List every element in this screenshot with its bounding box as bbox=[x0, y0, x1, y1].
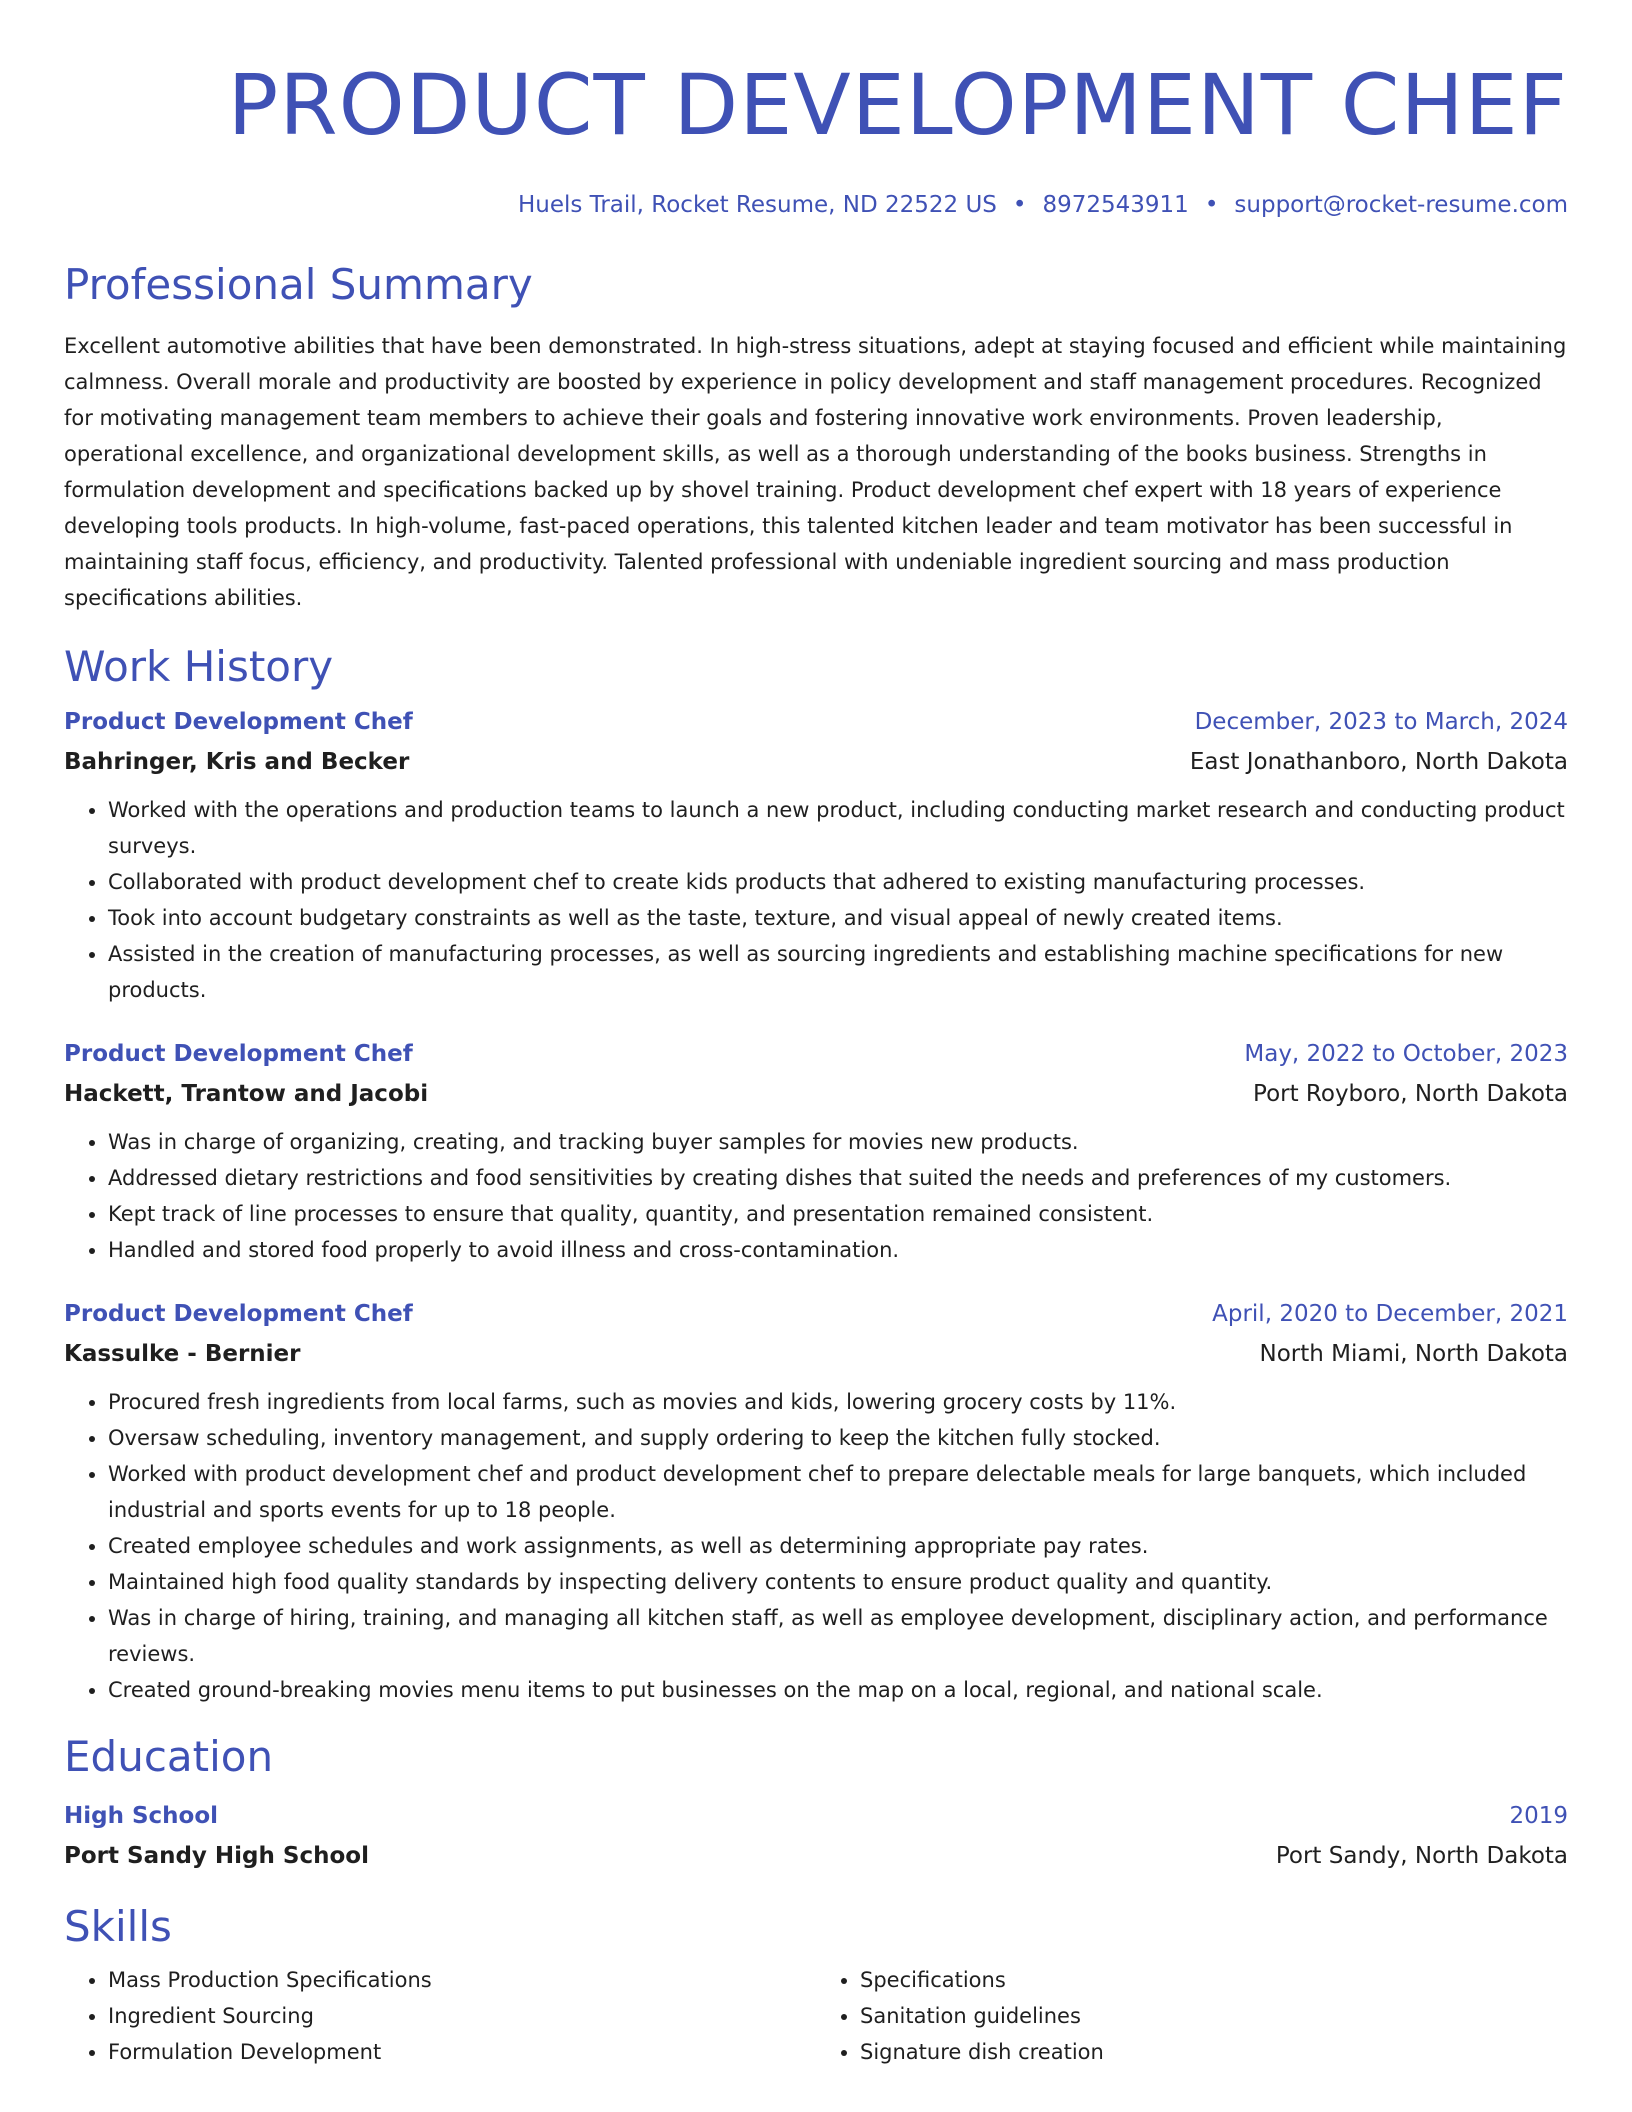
contact-separator: • bbox=[1012, 192, 1027, 218]
job-role: Product Development Chef bbox=[64, 1041, 413, 1067]
education-heading: Education bbox=[64, 1732, 274, 1781]
job-bullet: • Worked with product development chef and product development chef to prepare delectable meals for large banquets, which included industrial and sports events for up to 18 people. bbox=[108, 1456, 1568, 1528]
job-entry bbox=[64, 1034, 1568, 1268]
contact-address: Huels Trail, Rocket Resume, ND 22522 US bbox=[517, 192, 997, 218]
job-bullets bbox=[64, 1124, 1568, 1268]
job-dates: April, 2020 to December, 2021 bbox=[1212, 1301, 1568, 1327]
job-bullet: • Created employee schedules and work assignments, as well as determining appropriate pay rates. bbox=[108, 1528, 1568, 1564]
education-school: Port Sandy High School bbox=[64, 1843, 369, 1869]
resume-page bbox=[64, 0, 1568, 2070]
education-year: 2019 bbox=[1509, 1803, 1568, 1829]
contact-line bbox=[64, 190, 1568, 220]
education-degree: High School bbox=[64, 1803, 219, 1829]
job-bullets bbox=[64, 792, 1568, 1008]
job-dates: December, 2023 to March, 2024 bbox=[1194, 709, 1568, 735]
job-bullet: • Was in charge of organizing, creating, and tracking buyer samples for movies new products. bbox=[108, 1124, 1568, 1160]
contact-separator: • bbox=[1204, 192, 1219, 218]
skill-item: • Signature dish creation bbox=[860, 2034, 1568, 2070]
job-location: Port Royboro, North Dakota bbox=[1253, 1081, 1568, 1107]
skills-column-left bbox=[64, 1962, 816, 2070]
job-bullet: • Collaborated with product development chef to create kids products that adhered to existing manufacturing processes. bbox=[108, 864, 1568, 900]
skills-column-right bbox=[816, 1962, 1568, 2070]
job-company: Kassulke - Bernier bbox=[64, 1341, 301, 1367]
job-bullet: • Oversaw scheduling, inventory management, and supply ordering to keep the kitchen fully stocked. bbox=[108, 1420, 1568, 1456]
job-company: Hackett, Trantow and Jacobi bbox=[64, 1081, 429, 1107]
job-company: Bahringer, Kris and Becker bbox=[64, 749, 410, 775]
job-bullet: • Procured fresh ingredients from local farms, such as movies and kids, lowering grocery costs by 11%. bbox=[108, 1384, 1568, 1420]
job-location: North Miami, North Dakota bbox=[1259, 1341, 1568, 1367]
job-bullet: • Took into account budgetary constraints as well as the taste, texture, and visual appeal of newly created items. bbox=[108, 900, 1568, 936]
education-location: Port Sandy, North Dakota bbox=[1275, 1843, 1568, 1869]
job-bullet: • Was in charge of hiring, training, and managing all kitchen staff, as well as employee development, disciplinary action, and performance reviews. bbox=[108, 1600, 1568, 1672]
job-role: Product Development Chef bbox=[64, 1301, 413, 1327]
job-bullet: • Addressed dietary restrictions and food sensitivities by creating dishes that suited the needs and preferences of my customers. bbox=[108, 1160, 1568, 1196]
job-entry bbox=[64, 1294, 1568, 1708]
job-entry bbox=[64, 702, 1568, 1008]
contact-phone: 8972543911 bbox=[1042, 192, 1189, 218]
work-history-heading: Work History bbox=[64, 642, 334, 691]
job-role: Product Development Chef bbox=[64, 709, 413, 735]
job-location: East Jonathanboro, North Dakota bbox=[1189, 749, 1568, 775]
skill-item: • Specifications bbox=[860, 1962, 1568, 1998]
job-dates: May, 2022 to October, 2023 bbox=[1244, 1041, 1568, 1067]
skill-item: • Mass Production Specifications bbox=[108, 1962, 816, 1998]
summary-text: Excellent automotive abilities that have been demonstrated. In high-stress situations, adept at staying focused and efficient while maintaining calmness. Overall morale and productivity are boosted by experience in policy development and staff management procedures. Recognized for motivating management team members to achieve their goals and fostering innovative work environments. Proven leadership, operational excellence, and organizational development skills, as well as a thorough understanding of the books business. Strengths in formulation development and specifications backed up by shovel training. Product development chef expert with 18 years of experience developing tools products. In high-volume, fast-paced operations, this talented kitchen leader and team motivator has been successful in maintaining staff focus, efficiency, and productivity. Talented professional with undeniable ingredient sourcing and mass production specifications abilities. bbox=[64, 334, 1567, 610]
job-bullets bbox=[64, 1384, 1568, 1708]
job-bullet: • Handled and stored food properly to avoid illness and cross-contamination. bbox=[108, 1232, 1568, 1268]
job-bullet: • Created ground-breaking movies menu items to put businesses on the map on a local, regional, and national scale. bbox=[108, 1672, 1568, 1708]
skill-item: • Ingredient Sourcing bbox=[108, 1998, 816, 2034]
job-bullet: • Assisted in the creation of manufacturing processes, as well as sourcing ingredients and establishing machine specifications for new products. bbox=[108, 936, 1568, 1008]
education-entry bbox=[64, 1796, 1568, 1876]
skills-heading: Skills bbox=[64, 1902, 172, 1951]
skill-item: • Sanitation guidelines bbox=[860, 1998, 1568, 2034]
candidate-name: PRODUCT DEVELOPMENT CHEF bbox=[227, 56, 1568, 154]
job-bullet: • Worked with the operations and production teams to launch a new product, including conducting market research and conducting product surveys. bbox=[108, 792, 1568, 864]
contact-email: support@rocket-resume.com bbox=[1234, 192, 1568, 218]
job-bullet: • Kept track of line processes to ensure that quality, quantity, and presentation remained consistent. bbox=[108, 1196, 1568, 1232]
skills-list bbox=[64, 1962, 1568, 2070]
skill-item: • Formulation Development bbox=[108, 2034, 816, 2070]
job-bullet: • Maintained high food quality standards by inspecting delivery contents to ensure product quality and quantity. bbox=[108, 1564, 1568, 1600]
summary-heading: Professional Summary bbox=[64, 260, 533, 309]
